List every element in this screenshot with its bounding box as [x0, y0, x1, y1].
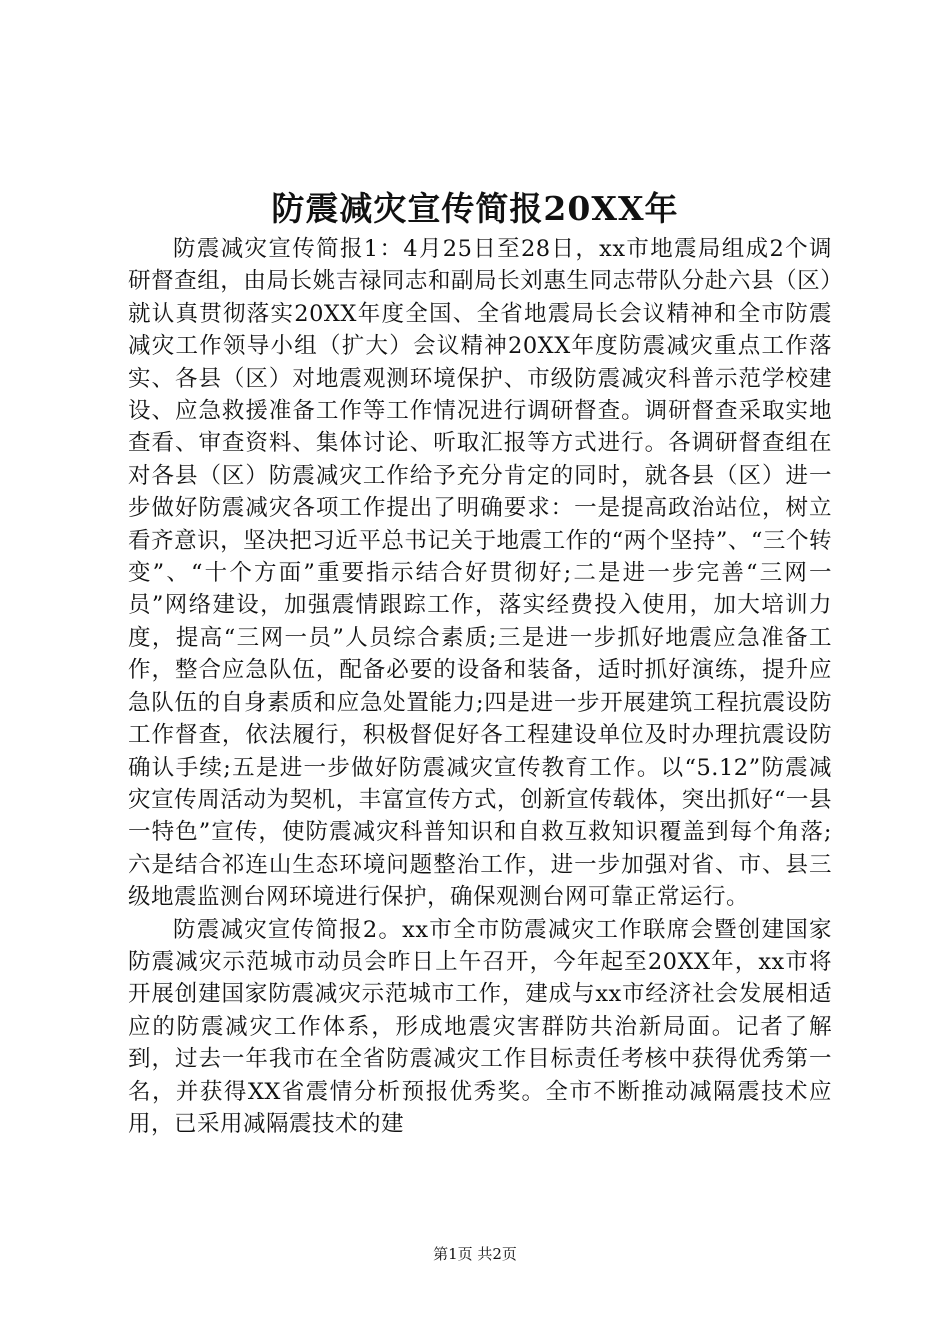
document-title: 防震减灾宣传简报20XX年 — [271, 189, 679, 228]
document-body — [128, 233, 832, 1140]
paragraph-1: 防震减灾宣传简报1：4月25日至28日，xx市地震局组成2个调研督查组，由局长姚吉禄同志和副局长刘惠生同志带队分赴六县（区）就认真贯彻落实20XX年度全国、全省地震局长会议精神和全市防震减灾工作领导小组（扩大）会议精神20XX年度防震减灾重点工作落实、各县（区）对地震观测环境保护、市级防震减灾科普示范学校建设、应急救援准备工作等工作情况进行调研督查。调研督查采取实地查看、审查资料、集体讨论、听取汇报等方式进行。各调研督查组在对各县（区）防震减灾工作给予充分肯定的同时，就各县（区）进一步做好防震减灾各项工作提出了明确要求：一是提高政治站位，树立看齐意识，坚决把习近平总书记关于地震工作的“两个坚持”、“三个转变”、“十个方面”重要指示结合好贯彻好;二是进一步完善“三网一员”网络建设，加强震情跟踪工作，落实经费投入使用，加大培训力度，提高“三网一员”人员综合素质;三是进一步抓好地震应急准备工作，整合应急队伍，配备必要的设备和装备，适时抓好演练，提升应急队伍的自身素质和应急处置能力;四是进一步开展建筑工程抗震设防工作督查，依法履行，积极督促好各工程建设单位及时办理抗震设防确认手续;五是进一步做好防震减灾宣传教育工作。以“5.12”防震减灾宣传周活动为契机，丰富宣传方式，创新宣传载体，突出抓好“一县一特色”宣传，使防震减灾科普知识和自救互救知识覆盖到每个角落;六是结合祁连山生态环境问题整治工作，进一步加强对省、市、县三级地震监测台网环境进行保护，确保观测台网可靠正常运行。 — [128, 236, 832, 911]
page-number-footer: 第1页 共2页 — [433, 1245, 517, 1263]
paragraph-2: 防震减灾宣传简报2。xx市全市防震减灾工作联席会暨创建国家防震减灾示范城市动员会昨日上午召开，今年起至20XX年，xx市将开展创建国家防震减灾示范城市工作，建成与xx市经济社会发展相适应的防震减灾工作体系，形成地震灾害群防共治新局面。记者了解到，过去一年我市在全省防震减灾工作目标责任考核中获得优秀第一名，并获得XX省震情分析预报优秀奖。全市不断推动减隔震技术应用，已采用减隔震技术的建 — [128, 916, 832, 1137]
